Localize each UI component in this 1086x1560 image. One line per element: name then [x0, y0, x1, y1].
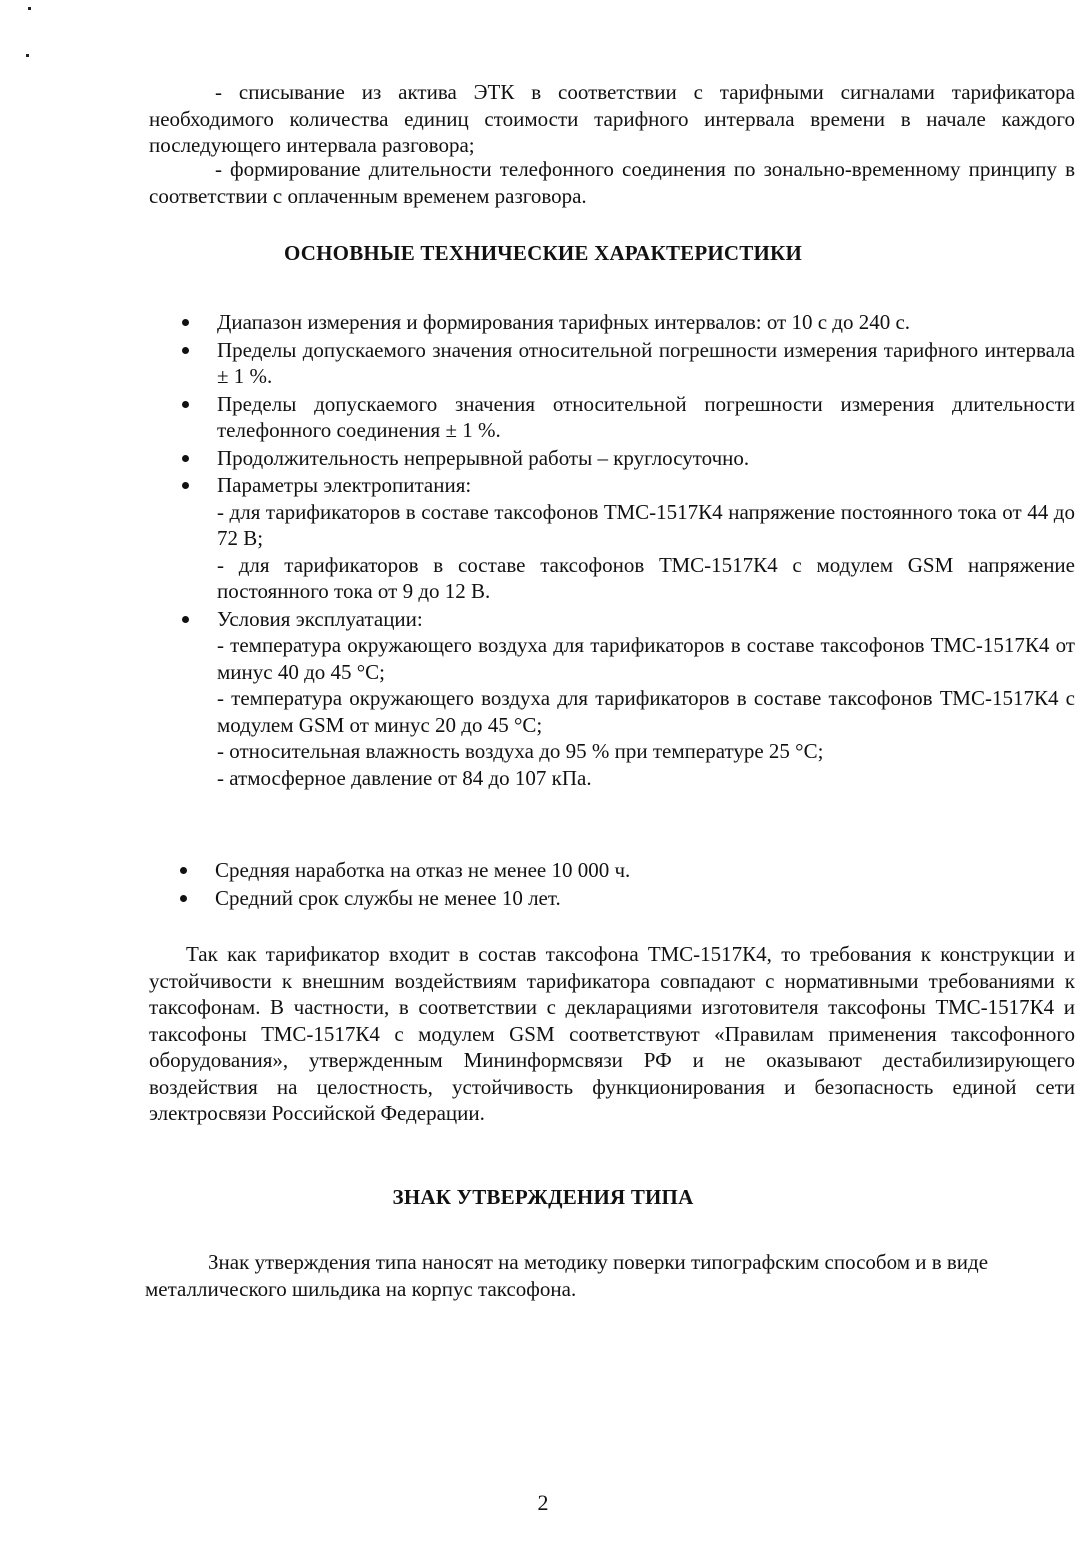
spec-text: Параметры электропитания: [217, 473, 472, 497]
spec-text: Пределы допускаемого значения относительной погрешности измерения тарифного интервала ± 1 %. [217, 337, 1075, 388]
spec-subitem: - атмосферное давление от 84 до 107 кПа. [217, 765, 592, 790]
scan-speck [28, 7, 31, 10]
bullet-icon [180, 895, 187, 902]
bullet-icon [182, 482, 189, 489]
bullet-icon [180, 867, 187, 874]
scan-speck [26, 54, 29, 57]
spec-subitem: - для тарификаторов в составе таксофонов ТМС-1517К4 с модулем GSM напряжение постоянного тока от 9 до 12 В. [217, 552, 1075, 603]
type-mark-paragraph: Знак утверждения типа наносят на методику поверки типографским способом и в виде металлического шильдика на корпус таксофона. [145, 1250, 989, 1301]
spec-subitem: - для тарификаторов в составе таксофонов ТМС-1517К4 напряжение постоянного тока от 44 до 72 В; [217, 499, 1075, 550]
bullet-icon [182, 319, 189, 326]
spec-subitem: - относительная влажность воздуха до 95 % при температуре 25 °С; [217, 739, 824, 763]
bullet-icon [182, 616, 189, 623]
spec-item-duration-error [180, 391, 1075, 444]
specs-list [180, 309, 1075, 792]
spec-text: Диапазон измерения и формирования тарифных интервалов: от 10 с до 240 с. [217, 310, 911, 334]
section-title-specs: ОСНОВНЫЕ ТЕХНИЧЕСКИЕ ХАРАКТЕРИСТИКИ [283, 241, 802, 265]
spec-item-range [180, 309, 1075, 336]
spec-item-continuous-operation [180, 445, 1075, 472]
spec-text: Средний срок службы не менее 10 лет. [215, 885, 561, 910]
spec-item-interval-error [180, 337, 1075, 390]
spec-text: Пределы допускаемого значения относительной погрешности измерения длительности телефонного соединения ± 1 %. [217, 391, 1075, 442]
spec-text: Продолжительность непрерывной работы – круглосуточно. [217, 445, 750, 470]
spec-item-operating-conditions [180, 606, 1075, 792]
intro-item-duration: - формирование длительности телефонного соединения по зонально-временному принципу в соответствии с оплаченным временем разговора. [149, 157, 1075, 208]
bullet-icon [182, 455, 189, 462]
spec-subitem: - температура окружающего воздуха для тарификаторов в составе таксофонов ТМС-1517К4 с модулем GSM от минус 20 до 45 °С; [217, 686, 1075, 737]
page-number: 2 [537, 1490, 549, 1515]
spec-subitem: - температура окружающего воздуха для тарификаторов в составе таксофонов ТМС-1517К4 от минус 40 до 45 °С; [217, 633, 1075, 684]
spec-text: Средняя наработка на отказ не менее 10 000 ч. [215, 858, 631, 882]
bullet-icon [182, 401, 189, 408]
requirements-paragraph: Так как тарификатор входит в состав таксофона ТМС-1517К4, то требования к конструкции и устойчивости к внешним воздействиям тарификатора совпадают с нормативными требованиями к таксофонам. В частности, в соответствии с декларациями изготовителя таксофоны ТМС-1517К4 и таксофоны ТМС-1517К4 с модулем GSM соответствуют «Правилам применения таксофонного оборудования», утвержденным Мининформсвязи РФ и не оказывают дестабилизирующего воздействия на целостность, устойчивость функционирования и безопасность единой сети электросвязи Российской Федерации. [149, 942, 1075, 1125]
section-title-type-mark: ЗНАК УТВЕРЖДЕНИЯ ТИПА [392, 1185, 694, 1209]
spec-item-service-life [178, 885, 1073, 912]
bullet-icon [182, 347, 189, 354]
spec-item-mtbf [178, 857, 1073, 884]
intro-item-charging: - списывание из актива ЭТК в соответствии с тарифными сигналами тарификатора необходимого количества единиц стоимости тарифного интервала времени в начале каждого последующего интервала разговора; [149, 80, 1075, 157]
spec-item-power [180, 472, 1075, 605]
spec-text: Условия эксплуатации: [217, 606, 423, 631]
specs-list-reliability [178, 857, 1073, 912]
